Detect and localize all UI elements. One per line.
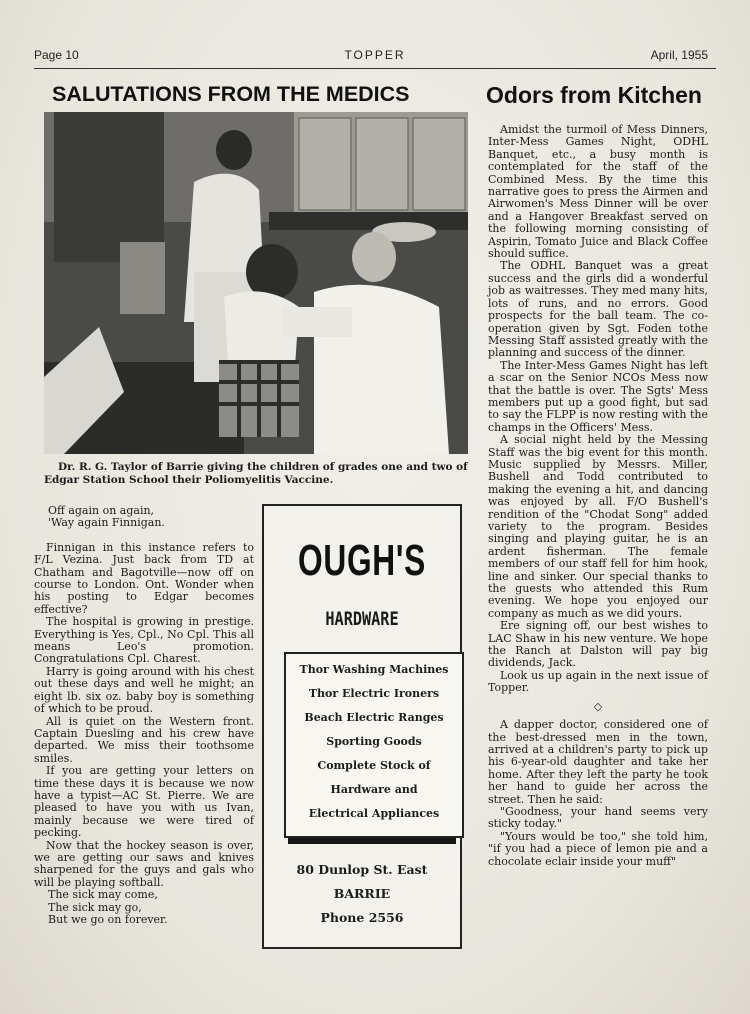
anecdote-paragraph: A dapper doctor, considered one of the best-dressed men in the town, arrived at a children's party to pick up his 6-year-old daughter and take her home. After they left the party he took her hand to guide her across the street. Then he said: [488, 718, 708, 806]
outro-verse-line: The sick may come, [48, 888, 158, 902]
intro-verse-line: Off again on again, [48, 504, 155, 517]
medics-paragraph: Finnigan in this instance refers to F/L Vezina. Just back from TD at Chatham and Bagotville—now off on course to London. Ont. Wonder when his posting to Edgar becomes effective? [34, 540, 254, 616]
photo-illustration [44, 112, 468, 454]
ad-product-item: Sporting Goods [326, 735, 422, 748]
kitchen-paragraph: A social night held by the Messing Staff was the big event for this month. Music supplied by Messrs. Miller, Bushell and Todd contributed to making the evening a hit, and dancing was enjoyed by all. F/O Bushell's rendition of the "Chodat Song" added variety to the program. Besides singing and playing guitar, he is an ardent fisherman. The female members of our staff fell for him hook, line and sinker. Our special thanks to the guests who attended this Rum evening. We hope you enjoyed our company as much as we did yours. [488, 433, 708, 620]
kitchen-paragraph: Amidst the turmoil of Mess Dinners, Inter-Mess Games Night, ODHL Banquet, etc., a busy month is contemplated for the staff of the Combined Mess. By the time this narrative goes to press the Airmen and Airwomen's Mess Dinner will be over and a Hangover Breakfast served on the following morning consisting of Aspirin, Tomato Juice and Black Coffee should suffice. [488, 123, 708, 261]
page-number: Page 10 [34, 48, 79, 62]
vaccination-photo [44, 112, 468, 454]
ad-address: 80 Dunlop St. East [296, 862, 428, 877]
ad-product-item: Beach Electric Ranges [304, 711, 444, 724]
publication-title: TOPPER [344, 48, 406, 62]
ad-product-item: Electrical Appliances [308, 807, 440, 820]
kitchen-column [488, 124, 708, 868]
ad-store-subtitle: HARDWARE [325, 608, 399, 630]
header-rule [34, 68, 716, 69]
outro-verse-line: But we go on forever. [48, 913, 168, 926]
anecdote-paragraph: "Yours would be too," she told him, "if you had a piece of lemon pie and a chocolate eclair inside your muff" [488, 829, 708, 868]
ad-product-item: Thor Electric Ironers [308, 687, 440, 700]
ad-product-item: Hardware and [330, 783, 418, 796]
medics-paragraph: If you are getting your letters on time these days it is because we now have a typist—AC St. Pierre. We are pleased to have you with us Ivan, mainly because we were tired of pecking. [34, 764, 254, 840]
medics-paragraph: Now that the hockey season is over, we are getting our saws and knives sharpened for the guys and gals who will be playing softball. [34, 838, 254, 889]
separator-ornament: ◇ [593, 699, 603, 713]
outro-verse-line: The sick may go, [48, 900, 142, 914]
kitchen-paragraph: Look us up again in the next issue of Topper. [488, 668, 708, 695]
ad-product-item: Thor Washing Machines [299, 663, 449, 676]
kitchen-paragraph: Ere signing off, our best wishes to LAC Shaw in his new venture. We hope the Ranch at Dalston will pay big dividends, Jack. [488, 619, 708, 670]
medics-column [34, 505, 254, 926]
ad-store-name: OUGH'S [297, 536, 427, 585]
photo-caption: Dr. R. G. Taylor of Barrie giving the children of grades one and two of Edgar Station School their Poliomyelitis Vaccine. [44, 461, 468, 486]
kitchen-headline: Odors from Kitchen [486, 82, 702, 108]
medics-paragraph: The hospital is growing in prestige. Everything is Yes, Cpl., No Cpl. This all means Leo's promotion. Congratulations Cpl. Charest. [34, 615, 254, 666]
intro-verse-line: 'Way again Finnigan. [48, 516, 165, 530]
issue-date: April, 1955 [650, 48, 708, 62]
ad-product-item: Complete Stock of [317, 759, 431, 772]
kitchen-paragraph: The ODHL Banquet was a great success and the girls did a wonderful job as waitresses. They med many hits, lots of runs, and no errors. Good prospects for the ball team. The co-operation given by Sgt. Foden tothe Messing Staff assisted greatly with the planning and success of the dinner. [488, 259, 708, 360]
medics-paragraph: All is quiet on the Western front. Captain Duesling and his crew have departed. We miss their toothsome smiles. [34, 714, 254, 765]
hardware-advertisement [262, 504, 462, 949]
ad-city: BARRIE [333, 886, 391, 901]
medics-paragraph: Harry is going around with his chest out these days and well he might; an eight lb. six oz. baby boy is something of which to be proud. [34, 664, 254, 716]
medics-headline: SALUTATIONS FROM THE MEDICS [52, 82, 410, 106]
ad-product-box [284, 652, 464, 838]
anecdote-paragraph: "Goodness, your hand seems very sticky today." [488, 804, 708, 831]
kitchen-paragraph: The Inter-Mess Games Night has left a scar on the Senior NCOs Mess now that the battle is over. The Sgts' Mess members put up a good fight, but sad to say the FLPP is now resting with the champs in the Officers' Mess. [488, 358, 708, 434]
ad-phone: Phone 2556 [320, 910, 404, 925]
